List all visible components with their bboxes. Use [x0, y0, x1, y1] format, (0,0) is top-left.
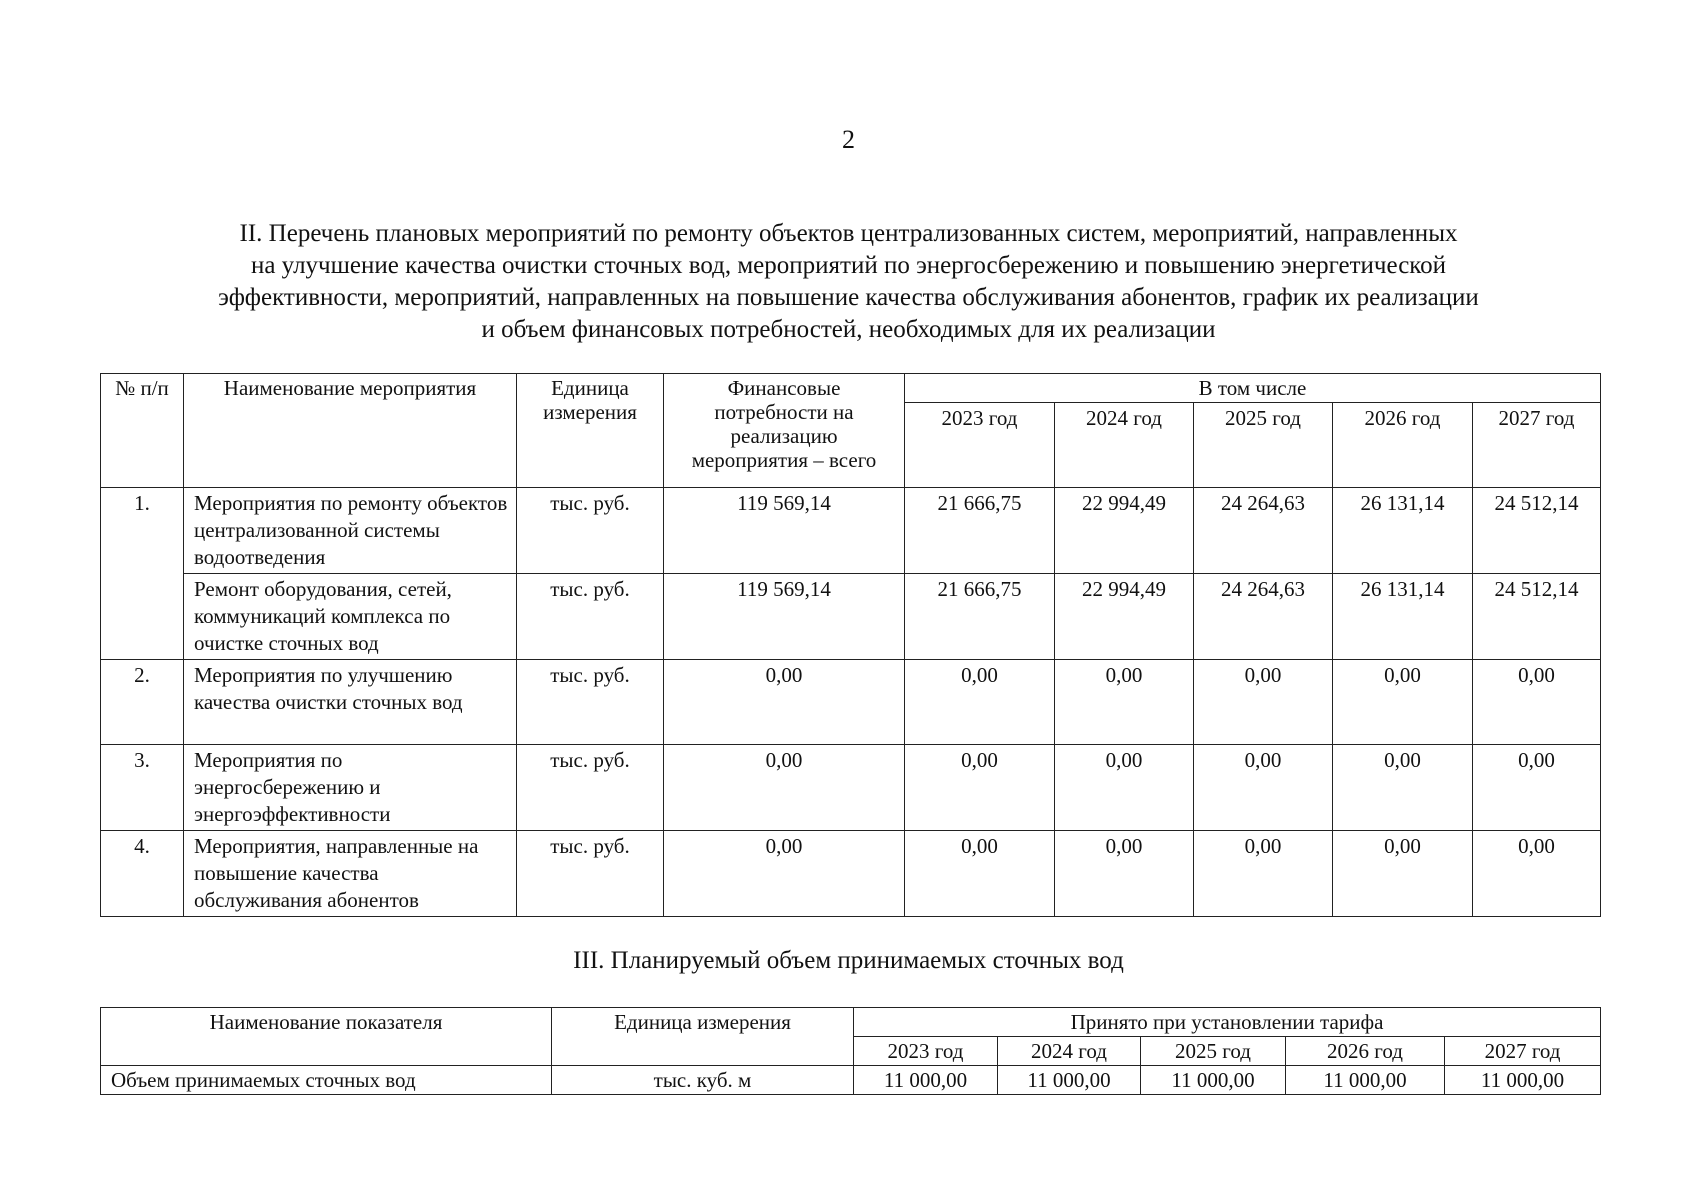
- section-3-title-line: III. Планируемый объем принимаемых сточных вод: [573, 947, 1124, 974]
- activities-table: [100, 373, 1601, 917]
- section-2-title-line: II. Перечень плановых мероприятий по ремонту объектов централизованных систем, мероприятий, направленных: [239, 220, 1458, 247]
- row-year-value: 0,00: [1055, 831, 1194, 917]
- section-2-title: [100, 218, 1597, 346]
- header-year: 2026 год: [1333, 403, 1473, 488]
- header-year: 2025 год: [1194, 403, 1333, 488]
- row-year-value: 26 131,14: [1333, 574, 1473, 660]
- row-num: 3.: [101, 745, 184, 831]
- row-year-value: 24 512,14: [1473, 488, 1601, 574]
- header-year: 2024 год: [998, 1037, 1141, 1066]
- header-name: Наименование мероприятия: [184, 374, 517, 488]
- row-year-value: 24 264,63: [1194, 574, 1333, 660]
- section-2-title-line: на улучшение качества очистки сточных вод, мероприятий по энергосбережению и повышению энергетической: [250, 252, 1447, 279]
- table-row: [101, 660, 1601, 745]
- row-year-value: 21 666,75: [905, 488, 1055, 574]
- row-year-value: 11 000,00: [1141, 1066, 1286, 1095]
- row-year-value: 22 994,49: [1055, 574, 1194, 660]
- table-row: [101, 745, 1601, 831]
- header-unit: Единица измерения: [517, 374, 664, 488]
- row-year-value: 0,00: [905, 745, 1055, 831]
- row-year-value: 0,00: [1333, 660, 1473, 745]
- row-total: 0,00: [664, 660, 905, 745]
- row-year-value: 24 512,14: [1473, 574, 1601, 660]
- row-unit: тыс. руб.: [517, 745, 664, 831]
- row-year-value: 0,00: [1333, 745, 1473, 831]
- header-name: Наименование показателя: [101, 1008, 552, 1066]
- row-total: 0,00: [664, 745, 905, 831]
- row-name: Мероприятия по ремонту объектов централизованной системы водоотведения: [184, 488, 517, 574]
- row-year-value: 11 000,00: [854, 1066, 998, 1095]
- row-year-value: 11 000,00: [1286, 1066, 1445, 1095]
- row-total: 119 569,14: [664, 488, 905, 574]
- row-unit: тыс. руб.: [517, 488, 664, 574]
- row-unit: тыс. руб.: [517, 831, 664, 917]
- table-header-row: [101, 374, 1601, 403]
- row-year-value: 0,00: [1194, 745, 1333, 831]
- row-year-value: 11 000,00: [998, 1066, 1141, 1095]
- header-year: 2024 год: [1055, 403, 1194, 488]
- table-row: [101, 574, 1601, 660]
- row-num: 4.: [101, 831, 184, 917]
- table-row: [101, 488, 1601, 574]
- row-unit: тыс. руб.: [517, 660, 664, 745]
- row-year-value: 0,00: [1473, 831, 1601, 917]
- row-year-value: 0,00: [1194, 660, 1333, 745]
- row-unit: тыс. руб.: [517, 574, 664, 660]
- row-name: Мероприятия по улучшению качества очистки сточных вод: [184, 660, 517, 745]
- row-name: Мероприятия по энергосбережению и энергоэффективности: [184, 745, 517, 831]
- row-year-value: 0,00: [1473, 660, 1601, 745]
- header-year: 2027 год: [1473, 403, 1601, 488]
- row-year-value: 0,00: [1473, 745, 1601, 831]
- header-year: 2026 год: [1286, 1037, 1445, 1066]
- row-num: 1.: [101, 488, 184, 660]
- header-including: В том числе: [905, 374, 1601, 403]
- header-year: 2025 год: [1141, 1037, 1286, 1066]
- section-2-title-line: эффективности, мероприятий, направленных на повышение качества обслуживания абонентов, график их реализации: [218, 284, 1479, 311]
- section-2-title-line: и объем финансовых потребностей, необходимых для их реализации: [481, 316, 1216, 343]
- header-total: Финансовые потребности на реализацию мероприятия – всего: [664, 374, 905, 488]
- header-unit: Единица измерения: [552, 1008, 854, 1066]
- row-year-value: 24 264,63: [1194, 488, 1333, 574]
- row-total: 0,00: [664, 831, 905, 917]
- section-3-title: [100, 945, 1597, 977]
- header-accepted: Принято при установлении тарифа: [854, 1008, 1601, 1037]
- page-number: 2: [842, 125, 855, 154]
- header-year: 2027 год: [1445, 1037, 1601, 1066]
- row-total: 119 569,14: [664, 574, 905, 660]
- row-num: 2.: [101, 660, 184, 745]
- row-year-value: 0,00: [905, 831, 1055, 917]
- row-year-value: 22 994,49: [1055, 488, 1194, 574]
- row-year-value: 0,00: [1055, 745, 1194, 831]
- row-year-value: 11 000,00: [1445, 1066, 1601, 1095]
- row-year-value: 26 131,14: [1333, 488, 1473, 574]
- table-header-row: [101, 1008, 1601, 1037]
- table-row: [101, 831, 1601, 917]
- header-year: 2023 год: [854, 1037, 998, 1066]
- header-num: № п/п: [101, 374, 184, 488]
- row-year-value: 0,00: [1055, 660, 1194, 745]
- row-year-value: 0,00: [1194, 831, 1333, 917]
- row-year-value: 0,00: [1333, 831, 1473, 917]
- row-name: Ремонт оборудования, сетей, коммуникаций комплекса по очистке сточных вод: [184, 574, 517, 660]
- row-name: Мероприятия, направленные на повышение качества обслуживания абонентов: [184, 831, 517, 917]
- table-row: [101, 1066, 1601, 1095]
- header-year: 2023 год: [905, 403, 1055, 488]
- wastewater-volume-table: [100, 1007, 1601, 1095]
- row-unit: тыс. куб. м: [552, 1066, 854, 1095]
- row-year-value: 21 666,75: [905, 574, 1055, 660]
- row-year-value: 0,00: [905, 660, 1055, 745]
- row-name: Объем принимаемых сточных вод: [101, 1066, 552, 1095]
